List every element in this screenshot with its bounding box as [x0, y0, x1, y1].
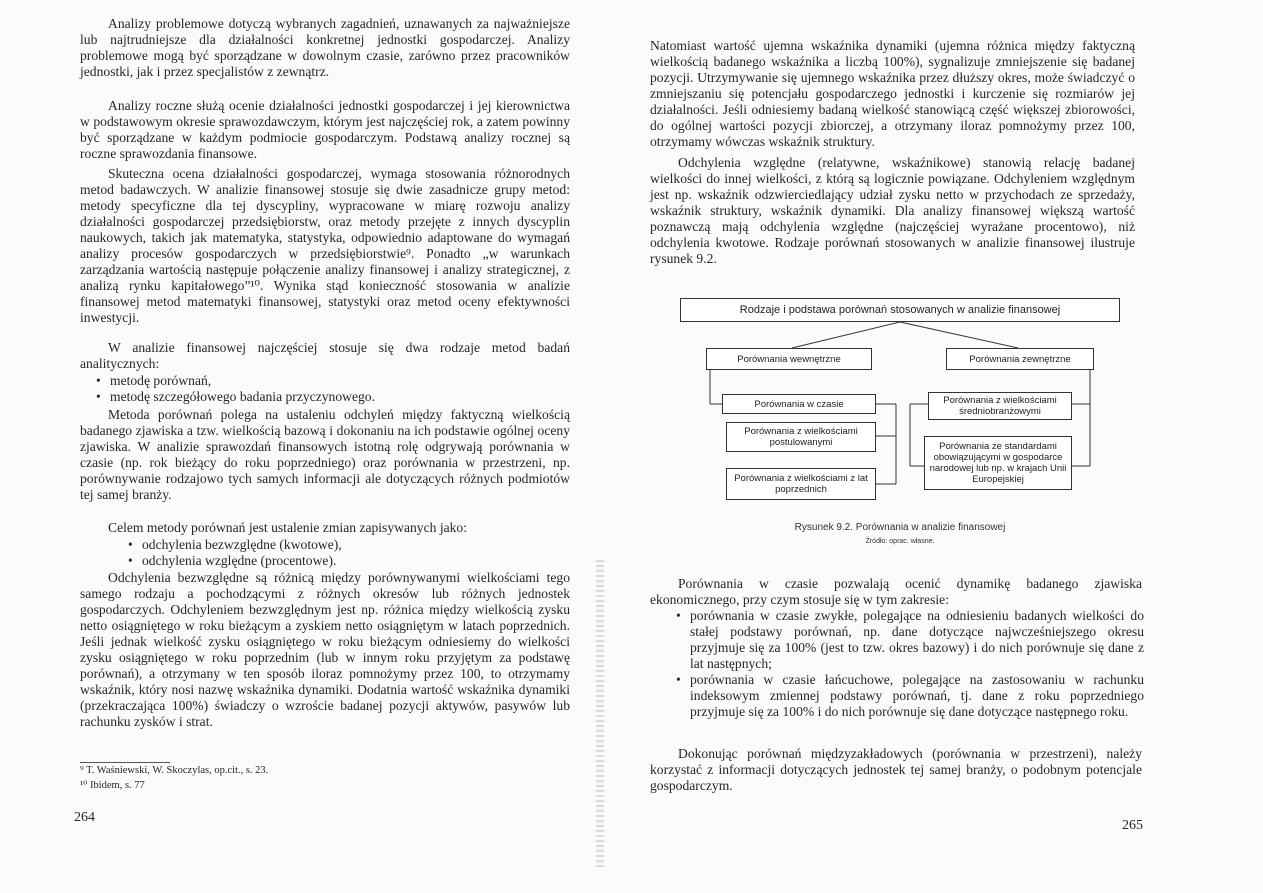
- postulated-comparisons-box: Porównania z wielkościami postulowanymi: [726, 422, 876, 452]
- paragraph-time-comparisons: Porównania w czasie pozwalają ocenić dynamikę badanego zjawiska ekonomicznego, przy czym stosuje się w tym zakresie:: [650, 576, 1142, 607]
- standards-comparisons-box: Porównania ze standardami obowiązującymi w gospodarce narodowej lub np. w krajach Unii Europejskiej: [924, 436, 1072, 490]
- internal-comparisons-box: Porównania wewnętrzne: [706, 348, 872, 370]
- paragraph-comparison-method: Metoda porównań polega na ustaleniu odchyleń między faktyczną wielkością badanego zjawiska a tzw. wielkością bazową i dokonaniu na ich podstawie ogólnej oceny zjawiska. W analizie sprawozdań finansowych istotną rolę odgrywają porównania w czasie (np. rok bieżący do roku poprzedniego) oraz porównania w przestrzeni, np. porównywanie rodzajowo tych samych informacji ale dotyczących różnych podmiotów tej samej branży.: [80, 407, 570, 502]
- list-item: • metodę szczegółowego badania przyczynowego.: [92, 389, 562, 405]
- paragraph-method-goal: Celem metody porównań jest ustalenie zmian zapisywanych jako:: [108, 520, 467, 535]
- paragraph-research-methods: Skuteczna ocena działalności gospodarczej, wymaga stosowania różnorodnych metod badawczych. W analizie finansowej stosuje się dwie zasadnicze grupy metod: metody specyficzne dla tej dyscypliny, wypracowane w miarę rozwoju analizy działalności gospodarczej przedsiębiorstw, oraz metody przejęte z innych dyscyplin naukowych, takich jak matematyka, statystyka, odpowiednio adaptowane do wymagań analizy procesów gospodarczych w przedsiębiorstwie⁹. Ponadto „w warunkach zarządzania wartością następuje połączenie analizy finansowej i analizy strategicznej, z analizą rynku kapitałowego”¹⁰. Wynika stąd konieczność stosowania w analizie finansowej metod matematyki finansowej, statystyki oraz metod oceny efektywności inwestycji.: [80, 166, 570, 325]
- list-item: • porównania w czasie łańcuchowe, polegające na zastosowaniu w rachunku indeksowym zmiennej podstawy porównań, tj. dane z roku poprzedniego przyjmuje się za 100% i do nich porównuje się dane dotyczące następnego roku.: [672, 672, 1144, 720]
- previous-years-comparisons-box: Porównania z wielkościami z lat poprzednich: [726, 468, 876, 500]
- footnote-9: ⁹ T. Waśniewski, W. Skoczylas, op.cit., s. 23.: [80, 765, 269, 776]
- footnote-10: ¹⁰ Ibidem, s. 77: [80, 780, 145, 791]
- paragraph-annual-analyses: Analizy roczne służą ocenie działalności jednostki gospodarczej i jej kierownictwa w podstawowym okresie sprawozdawczym, którym jest najczęściej rok, a zatem powinny być sporządzane w każdym podmiocie gospodarczym. Podstawą analizy rocznej są roczne sprawozdania finansowe.: [80, 98, 570, 161]
- page-number-right: 265: [1122, 818, 1143, 833]
- paragraph-problem-analyses: Analizy problemowe dotyczą wybranych zagadnień, uznawanych za najważniejsze lub najtrudniejsze dla działalności konkretnej jednostki gospodarczej. Analizy problemowe mogą być sporządzane w dowolnym czasie, zarówno przez pracowników jednostki, jak i przez specjalistów z zewnątrz.: [80, 16, 570, 79]
- page-number-left: 264: [74, 810, 95, 825]
- list-item: • odchylenia względne (procentowe).: [124, 553, 564, 569]
- paragraph-two-method-types: W analizie finansowej najczęściej stosuje się dwa rodzaje metod badań analitycznych:: [80, 340, 570, 371]
- paragraph-inter-company: Dokonując porównań międzyzakładowych (porównania w przestrzeni), należy korzystać z informacji dotyczących jednostek tej samej branży, o podobnym potencjale gospodarczym.: [650, 746, 1142, 793]
- paragraph-absolute-deviations: Odchylenia bezwzględne są różnicą między porównywanymi wielkościami tego samego rodzaju a pochodzącymi z różnych okresów lub różnych jednostek gospodarczych. Odchyleniem bezwzględnym jest np. różnica między wielkością zysku netto osiągniętego w roku bieżącym a zyskiem netto osiągniętym w latach poprzednich. Jeśli jednak wielkość zysku osiągniętego w roku bieżącym odniesiemy do wielkości zysku osiągniętego w roku poprzednim (lub w innym roku przyjętym za podstawę porównań), a otrzymany w ten sposób iloraz pomnożymy przez 100, to otrzymamy wskaźnik, który nosi nazwę wskaźnika dynamiki. Dodatnia wartość wskaźnika dynamiki (przekraczająca 100%) świadczy o wzroście badanej pozycji aktywów, pasywów lub rachunku zysków i strat.: [80, 570, 570, 729]
- list-item: • porównania w czasie zwykłe, polegające na odniesieniu badanych wielkości do stałej podstawy porównań, np. dane dotyczące najwcześniejszego okresu przyjmuje się za 100% (jest to tzw. okres bazowy) i do nich porównuje się dane z lat następnych;: [672, 608, 1144, 672]
- industry-average-comparisons-box: Porównania z wielkościami średniobranżowymi: [928, 392, 1072, 420]
- time-comparison-list: [672, 608, 1144, 720]
- list-item: • odchylenia bezwzględne (kwotowe),: [124, 537, 564, 553]
- paragraph-negative-index: Natomiast wartość ujemna wskaźnika dynamiki (ujemna różnica między faktyczną wielkością badanego wskaźnika a liczbą 100%), sygnalizuje zmniejszenie się badanej pozycji. Utrzymywanie się ujemnego wskaźnika przez dłuższy okres, może świadczyć o zmniejszaniu się potencjału gospodarczego jednostki i kurczenie się rozmiarów jej działalności. Jeśli odniesiemy badaną wielkość stanowiącą część większej zbiorowości, do ogólnej wartości pozycji zbiorczej, a otrzymany iloraz pomnożymy przez 100, otrzymamy wówczas wskaźnik struktury.: [650, 38, 1135, 149]
- figure-source: Źródło: oprac. własne.: [865, 538, 935, 545]
- paragraph-relative-deviations: Odchylenia względne (relatywne, wskaźnikowe) stanowią relację badanej wielkości do innej wielkości, z którą są logicznie powiązane. Odchyleniem względnym jest np. wskaźnik odzwierciedlający udział zysku netto w przychodach ze sprzedaży, wskaźnik struktury, wskaźnik dynamiki. Dla analizy finansowej większą wartość poznawczą mają odchylenia względne (najczęściej wyrażane procentowo), niż odchylenia kwotowe. Rodzaje porównań stosowanych w analizie finansowej ilustruje rysunek 9.2.: [650, 155, 1135, 266]
- time-comparisons-box: Porównania w czasie: [722, 394, 876, 414]
- figure-title-box: Rodzaje i podstawa porównań stosowanych w analizie finansowej: [680, 298, 1120, 322]
- figure-caption: Rysunek 9.2. Porównania w analizie finansowej: [794, 522, 1006, 533]
- list-item: • metodę porównań,: [92, 373, 562, 389]
- external-comparisons-box: Porównania zewnętrzne: [946, 348, 1094, 370]
